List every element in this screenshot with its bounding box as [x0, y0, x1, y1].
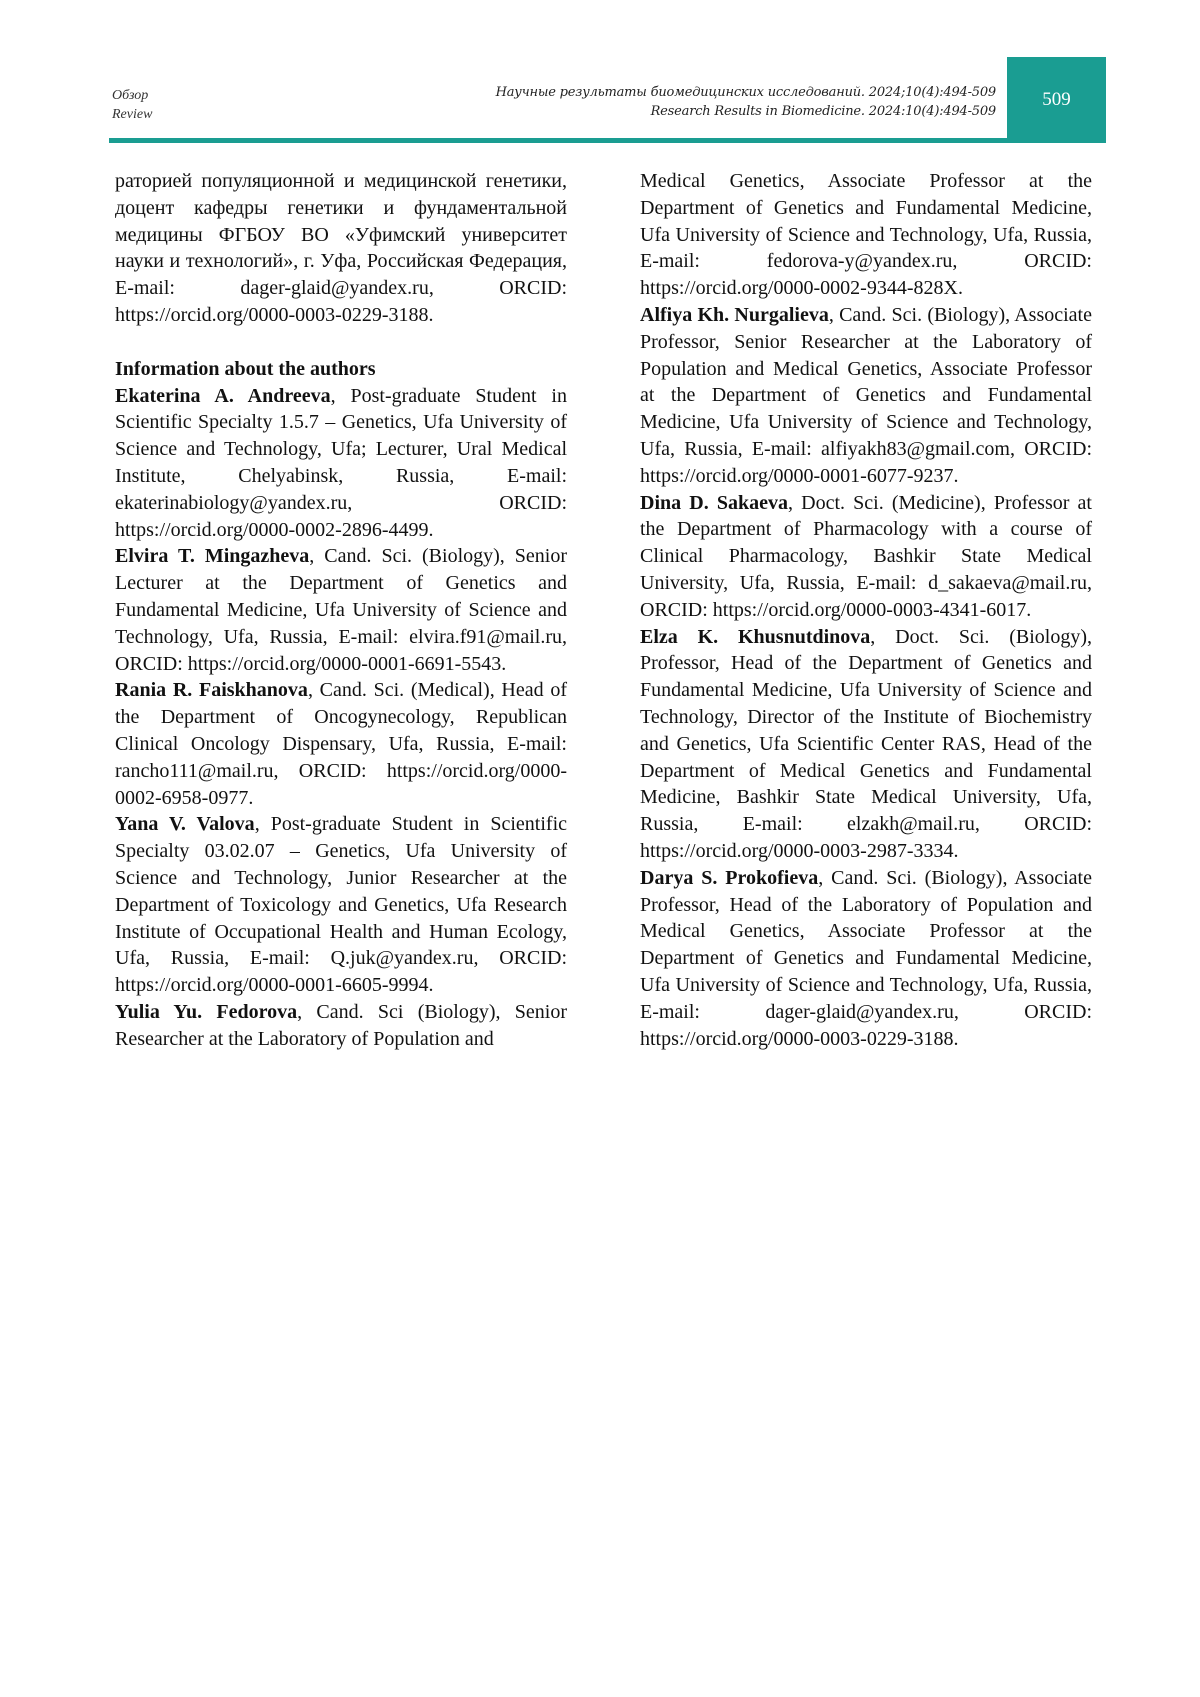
author-name: Alfiya Kh. Nurgalieva: [640, 304, 829, 326]
right-column: [640, 168, 1092, 1052]
header-divider: [109, 138, 1106, 143]
author-name: Rania R. Faiskhanova: [115, 679, 308, 701]
continuation-paragraph: Medical Genetics, Associate Professor at the Department of Genetics and Fundamental Medicine, Ufa University of Science and Technology, Ufa, Russia, E-mail: fedorova-y@yandex.ru, ORCID: https://orcid.org/0000-0002-9344-828X.: [640, 168, 1092, 302]
author-details: , Cand. Sci. (Biology), Associate Professor, Head of the Laboratory of Population and Medical Genetics, Associate Professor at the Department of Genetics and Fundamental Medicine, Ufa University of Science and Technology, Ufa, Russia, E-mail: dager-glaid@yandex.ru, ORCID: https://orcid.org/0000-0003-0229-3188.: [640, 867, 1092, 1050]
author-name: Yulia Yu. Fedorova: [115, 1001, 297, 1023]
author-name: Darya S. Prokofieva: [640, 867, 818, 889]
author-details: , Cand. Sci. (Biology), Associate Professor, Senior Researcher at the Laboratory of Population and Medical Genetics, Associate Professor at the Department of Genetics and Fundamental Medicine, Ufa University of Science and Technology, Ufa, Russia, E-mail: alfiyakh83@gmail.com, ORCID: https://orcid.org/0000-0001-6077-9237.: [640, 304, 1092, 487]
author-details: , Cand. Sci (Biology), Senior Researcher at the Laboratory of Population and: [115, 1001, 567, 1050]
author-entry: [115, 999, 567, 1053]
section-label: [112, 86, 152, 124]
author-details: , Doct. Sci. (Biology), Professor, Head of the Department of Genetics and Fundamental Medicine, Ufa University of Science and Technology, Director of the Institute of Biochemistry and Genetics, Ufa Scientific Center RAS, Head of the Department of Medical Genetics and Fundamental Medicine, Bashkir State Medical University, Ufa, Russia, E-mail: elzakh@mail.ru, ORCID: https://orcid.org/0000-0003-2987-3334.: [640, 626, 1092, 862]
section-heading: Information about the authors: [115, 356, 567, 383]
page-number: 509: [1042, 89, 1071, 111]
author-name: Dina D. Sakaeva: [640, 492, 788, 514]
journal-page: [0, 0, 1200, 1697]
author-details: , Post-graduate Student in Scientific Specialty 03.02.07 – Genetics, Ufa University of Science and Technology, Junior Researcher at the Department of Toxicology and Genetics, Ufa Research Institute of Occupational Health and Human Ecology, Ufa, Russia, E-mail: Q.juk@yandex.ru, ORCID: https://orcid.org/0000-0001-6605-9994.: [115, 813, 567, 996]
journal-citation: [396, 83, 996, 121]
author-entry: [640, 490, 1092, 624]
continuation-paragraph-ru: раторией популяционной и медицинской генетики, доцент кафедры генетики и фундаментальной медицины ФГБОУ ВО «Уфимский университет науки и технологий», г. Уфа, Российская Федерация, E-mail: dager-glaid@yandex.ru, ORCID: https://orcid.org/0000-0003-0229-3188.: [115, 168, 567, 329]
author-entry: [115, 811, 567, 999]
author-entry: [115, 543, 567, 677]
left-column: [115, 168, 567, 1053]
journal-citation-en: Research Results in Biomedicine. 2024:10(4):494-509: [396, 102, 996, 121]
journal-citation-ru: Научные результаты биомедицинских исследований. 2024;10(4):494-509: [396, 83, 996, 102]
author-entry: [640, 302, 1092, 490]
section-label-ru: Обзор: [112, 86, 152, 105]
author-entry: [115, 383, 567, 544]
author-entry: [640, 865, 1092, 1053]
page-number-badge: [1007, 57, 1106, 142]
section-label-en: Review: [112, 105, 152, 124]
spacer: [115, 329, 567, 356]
author-entry: [115, 677, 567, 811]
author-name: Ekaterina A. Andreeva: [115, 385, 331, 407]
author-details: , Cand. Sci. (Medical), Head of the Department of Oncogynecology, Republican Clinical Oncology Dispensary, Ufa, Russia, E-mail: rancho111@mail.ru, ORCID: https://orcid.org/0000-0002-6958-0977.: [115, 679, 567, 808]
author-name: Elvira T. Mingazheva: [115, 545, 309, 567]
author-details: , Post-graduate Student in Scientific Specialty 1.5.7 – Genetics, Ufa University of Science and Technology, Ufa; Lecturer, Ural Medical Institute, Chelyabinsk, Russia, E-mail: ekaterinabiology@yandex.ru, ORCID: https://orcid.org/0000-0002-2896-4499.: [115, 385, 567, 541]
author-name: Yana V. Valova: [115, 813, 255, 835]
author-details: , Cand. Sci. (Biology), Senior Lecturer at the Department of Genetics and Fundamental Medicine, Ufa University of Science and Technology, Ufa, Russia, E-mail: elvira.f91@mail.ru, ORCID: https://orcid.org/0000-0001-6691-5543.: [115, 545, 567, 674]
author-entry: [640, 624, 1092, 865]
author-details: , Doct. Sci. (Medicine), Professor at the Department of Pharmacology with a course of Clinical Pharmacology, Bashkir State Medical University, Ufa, Russia, E-mail: d_sakaeva@mail.ru, ORCID: https://orcid.org/0000-0003-4341-6017.: [640, 492, 1092, 621]
author-name: Elza K. Khusnutdinova: [640, 626, 870, 648]
